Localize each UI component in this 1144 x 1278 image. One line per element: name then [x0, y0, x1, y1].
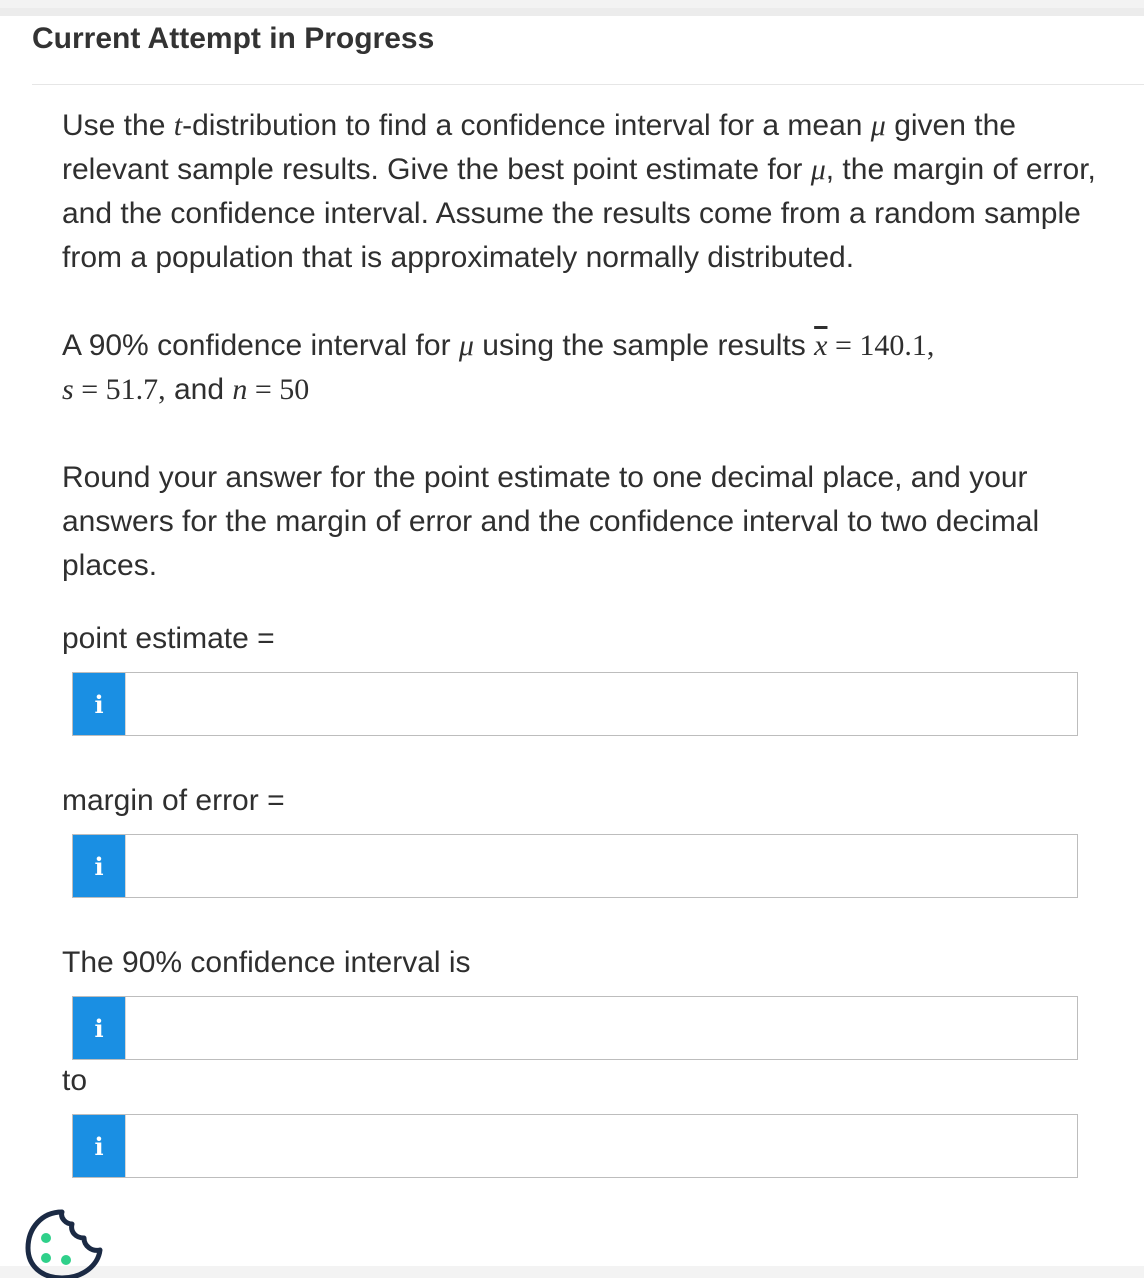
ci-text-1: A 90% confidence interval for [62, 329, 459, 362]
mu-symbol: μ [870, 109, 886, 142]
n-symbol: n [232, 373, 248, 406]
upper-bound-field [72, 1114, 1078, 1178]
info-icon[interactable]: i [73, 835, 125, 897]
question-body [62, 104, 1122, 588]
upper-bound-input[interactable] [125, 1115, 1077, 1177]
attempt-header [32, 14, 1144, 85]
mu-symbol: μ [458, 329, 474, 362]
point-estimate-input[interactable] [125, 673, 1077, 735]
mu-symbol: μ [810, 153, 826, 186]
page-title: Current Attempt in Progress [32, 22, 435, 55]
intro-text-1: Use the [62, 109, 174, 142]
intro-text-3: given the relevant sample results. Give the best point estimate for [62, 109, 1016, 186]
ci-text-2: using the sample results [473, 329, 815, 362]
t-symbol: t [173, 109, 183, 142]
lower-bound-field [72, 996, 1078, 1060]
info-icon[interactable]: i [73, 997, 125, 1059]
margin-of-error-field [72, 834, 1078, 898]
lower-bound-input[interactable] [125, 997, 1077, 1059]
s-value: = 51.7, [73, 373, 166, 406]
n-value: = 50 [247, 373, 310, 406]
info-icon[interactable]: i [73, 673, 125, 735]
point-estimate-field [72, 672, 1078, 736]
s-symbol: s [62, 373, 74, 406]
confidence-interval-label: The 90% confidence interval is [62, 946, 471, 979]
question-card [0, 8, 1144, 1266]
rounding-instructions: Round your answer for the point estimate to one decimal place, and your answers for the margin of error and the confidence interval to two decimal places. [62, 461, 1040, 582]
margin-of-error-label: margin of error = [62, 784, 285, 817]
point-estimate-label: point estimate = [62, 622, 275, 655]
info-icon[interactable]: i [73, 1115, 125, 1177]
cookie-icon[interactable] [22, 1208, 106, 1278]
question-intro [62, 104, 1122, 280]
margin-of-error-input[interactable] [125, 835, 1077, 897]
to-label: to [62, 1064, 88, 1097]
intro-text-2: -distribution to find a confidence interval for a mean [182, 109, 871, 142]
intro-text-4: , the margin of error, and the confidence interval. Assume the results come from a random sample from a population that is approximately normally distributed. [62, 153, 1096, 274]
and-text: and [165, 373, 233, 406]
xbar-value: = 140.1, [827, 329, 935, 362]
xbar-symbol: $\overline{x}$ [814, 329, 828, 362]
sample-results [62, 324, 1122, 412]
